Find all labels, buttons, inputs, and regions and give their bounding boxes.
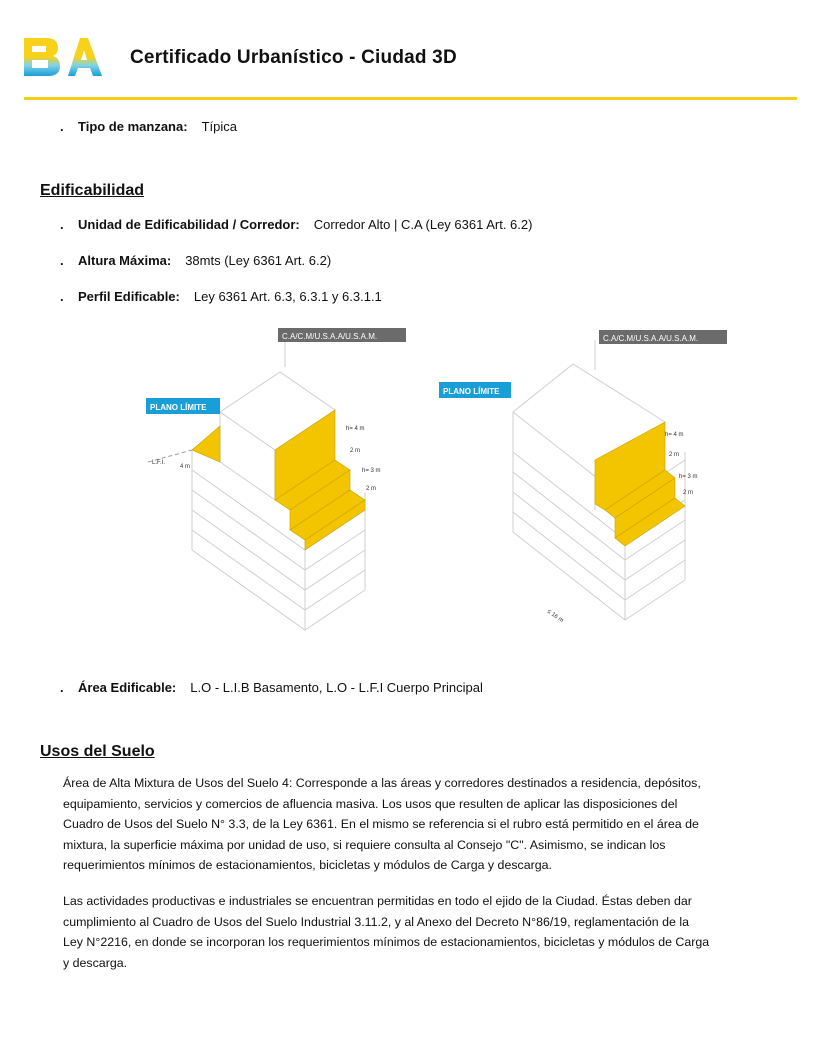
- dim-label: h= 3 m: [679, 474, 698, 480]
- manzana-value: Típica: [201, 119, 237, 134]
- dim-label: h= 4 m: [346, 426, 365, 432]
- paragraph-line: cumplimiento al Cuadro de Usos del Suelo Industrial 3.11.2, y al Anexo del Decreto N°86/19, reglamentación de la: [63, 914, 689, 929]
- ba-logo: [22, 34, 104, 78]
- edificabilidad-heading: Edificabilidad: [40, 182, 145, 199]
- bullet-dot: .: [60, 217, 64, 232]
- dim-label: ≤ 16 m: [545, 608, 565, 625]
- paragraph-line: y descarga.: [63, 955, 128, 970]
- district-tag-text: C.A/C.M/U.S.A.A/U.S.A.M.: [603, 334, 699, 343]
- area-edificable-item: [60, 680, 483, 695]
- paragraph-line: mixtura, la superficie máxima por unidad de uso, si requiere consulta al Consejo "C". Asimismo, se indican los: [63, 837, 666, 852]
- dim-label: 4 m: [180, 464, 191, 470]
- edificabilidad-item: [60, 289, 382, 304]
- item-value: Corredor Alto | C.A (Ley 6361 Art. 6.2): [313, 217, 533, 232]
- page-header: [0, 0, 828, 100]
- manzana-label: Tipo de manzana:: [78, 119, 188, 134]
- paragraph-line: Las actividades productivas e industriales se encuentran permitidas en todo el ejido de la Ciudad. Éstas deben dar: [63, 894, 692, 908]
- paragraph-line: requerimientos mínimos de estacionamientos, bicicletas y módulos de Carga y descarga.: [63, 858, 552, 873]
- usos-paragraph-2: [63, 891, 793, 973]
- edificabilidad-item: [60, 217, 532, 232]
- item-label: Altura Máxima:: [78, 253, 172, 268]
- header-divider: [24, 97, 797, 100]
- item-value: L.O - L.I.B Basamento, L.O - L.F.I Cuerpo Principal: [190, 680, 483, 695]
- dim-label: h= 4 m: [665, 432, 684, 438]
- manzana-item: [60, 119, 237, 134]
- dim-label: 2 m: [366, 486, 377, 492]
- paragraph-line: equipamiento, servicios y comercios de afluencia masiva. Los usos que resulten de aplicar las disposiciones del: [63, 796, 678, 811]
- bullet-dot: .: [60, 680, 64, 695]
- item-value: Ley 6361 Art. 6.3, 6.3.1 y 6.3.1.1: [193, 289, 382, 304]
- bullet-dot: .: [60, 119, 64, 134]
- usos-heading: Usos del Suelo: [40, 743, 155, 760]
- bullet-dot: .: [60, 289, 64, 304]
- item-value: 38mts (Ley 6361 Art. 6.2): [185, 253, 332, 268]
- edificabilidad-item: [60, 253, 331, 268]
- usos-paragraph-1: [63, 773, 793, 876]
- plano-limite-text: PLANO LÍMITE: [150, 403, 207, 412]
- plano-limite-text: PLANO LÍMITE: [443, 387, 500, 396]
- dim-label: 2 m: [683, 490, 694, 496]
- page-title: Certificado Urbanístico - Ciudad 3D: [130, 47, 457, 68]
- dim-label: 2 m: [350, 448, 361, 454]
- dim-label: 2 m: [669, 452, 680, 458]
- bullet-dot: .: [60, 253, 64, 268]
- item-label: Área Edificable:: [78, 680, 177, 695]
- perfil-diagram-left: [140, 322, 430, 652]
- item-label: Perfil Edificable:: [78, 289, 180, 304]
- dim-label: L.F.I.: [152, 460, 166, 466]
- item-label: Unidad de Edificabilidad / Corredor:: [78, 217, 300, 232]
- paragraph-line: Área de Alta Mixtura de Usos del Suelo 4: Corresponde a las áreas y corredores destinados a residencia, depósitos,: [63, 776, 701, 790]
- dim-label: h= 3 m: [362, 468, 381, 474]
- paragraph-line: Ley N°2216, en donde se incorporan los requerimientos mínimos de estacionamientos, bicicletas y módulos de Carga: [63, 935, 710, 950]
- paragraph-line: Cuadro de Usos del Suelo N° 3.3, de la Ley 6361. En el mismo se referencia si el rubro está permitido en el área de: [63, 817, 699, 832]
- perfil-diagram-right: [435, 322, 735, 652]
- district-tag-text: C.A/C.M/U.S.A.A/U.S.A.M.: [282, 332, 378, 341]
